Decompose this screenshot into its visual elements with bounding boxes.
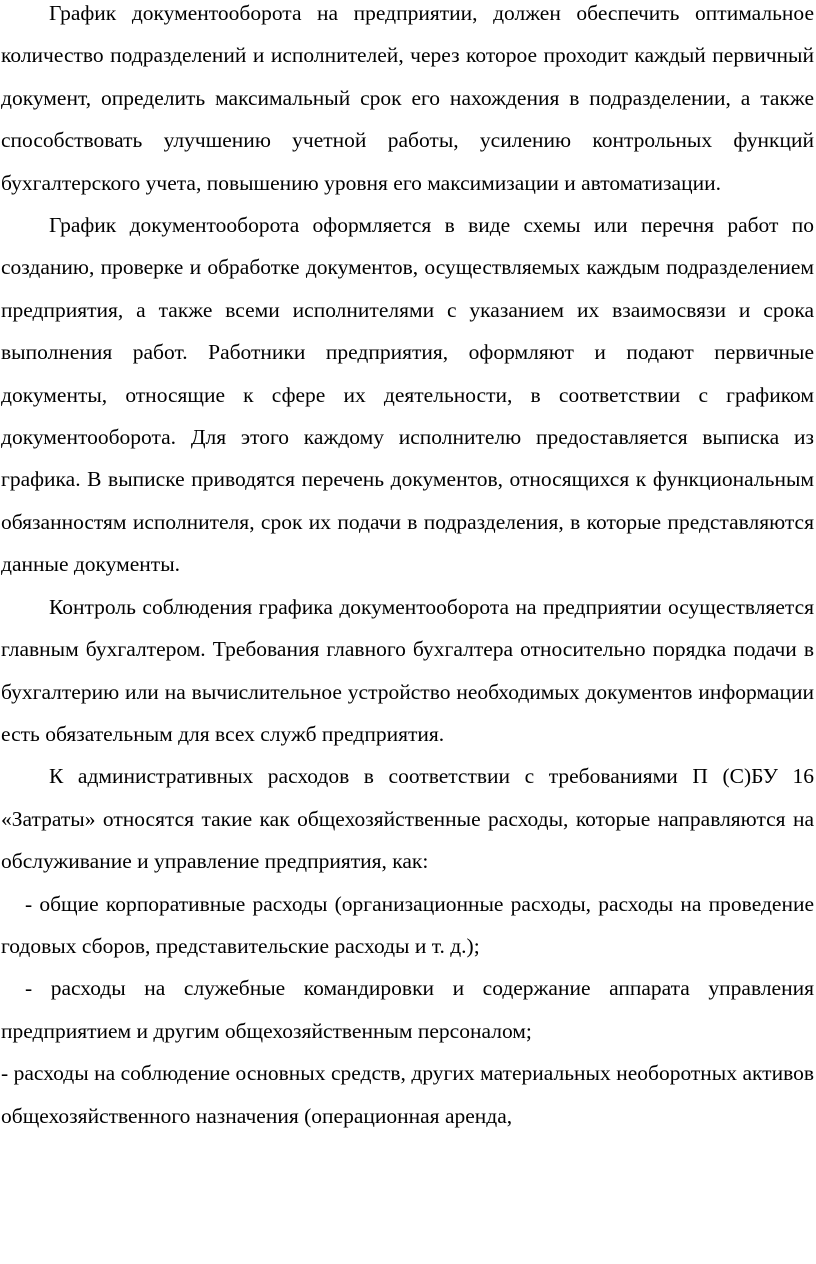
paragraph-document-flow-schedule: График документооборота на предприятии, должен обеспечить оптимальное количество подразделений и исполнителей, через которое проходит каждый первичный документ, определить максимальный срок его нахождения в подразделении, а также способствовать улучшению учетной работы, усилению контрольных функций бухгалтерского учета, повышению уровня его максимизации и автоматизации. — [1, 1, 814, 195]
list-item-corporate-expenses: - общие корпоративные расходы (организационные расходы, расходы на проведение годовых сборов, представительские расходы и т. д.); — [1, 891, 814, 958]
list-item-business-trip-expenses: - расходы на служебные командировки и содержание аппарата управления предприятием и другим общехозяйственным персоналом; — [1, 976, 814, 1043]
paragraph-administrative-expenses: К административных расходов в соответствии с требованиями П (С)БУ 16 «Затраты» относятся такие как общехозяйственные расходы, которые направляются на обслуживание и управление предприятия, как: — [1, 764, 814, 874]
paragraph-chief-accountant-control: Контроль соблюдения графика документооборота на предприятии осуществляется главным бухгалтером. Требования главного бухгалтера относительно порядка подачи в бухгалтерию или на вычислительное устройство необходимых документов информации есть обязательным для всех служб предприятия. — [1, 594, 814, 746]
paragraph-schedule-format: График документооборота оформляется в виде схемы или перечня работ по созданию, проверке и обработке документов, осуществляемых каждым подразделением предприятия, а также всеми исполнителями с указанием их взаимосвязи и срока выполнения работ. Работники предприятия, оформляют и подают первичные документы, относящие к сфере их деятельности, в соответствии с графиком документооборота. Для этого каждому исполнителю предоставляется выписка из графика. В выписке приводятся перечень документов, относящихся к функциональным обязанностям исполнителя, срок их подачи в подразделения, в которые представляются данные документы. — [1, 213, 814, 577]
list-item-fixed-assets-expenses: - расходы на соблюдение основных средств, других материальных необоротных активов общехозяйственного назначения (операционная аренда, — [1, 1061, 814, 1128]
